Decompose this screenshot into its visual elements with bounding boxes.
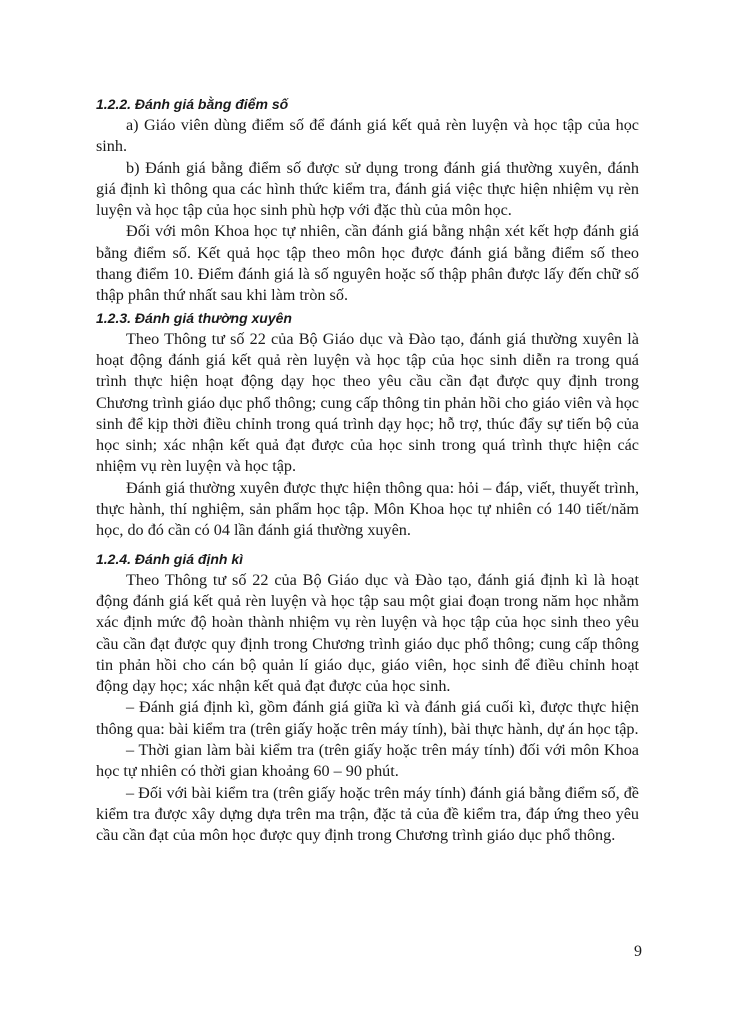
paragraph: b) Đánh giá bằng điểm số được sử dụng trong đánh giá thường xuyên, đánh giá định kì thông qua các hình thức kiểm tra, đánh giá việc thực hiện nhiệm vụ rèn luyện và học tập của học sinh phù hợp với đặc thù của môn học.: [96, 158, 639, 220]
page-content: [96, 93, 639, 847]
section-heading: 1.2.4. Đánh giá định kì: [96, 550, 244, 567]
section-1-2-3: [96, 307, 639, 542]
section-1-2-2: [96, 93, 639, 307]
paragraph: – Thời gian làm bài kiểm tra (trên giấy hoặc trên máy tính) đối với môn Khoa học tự nhiên có thời gian khoảng 60 – 90 phút.: [96, 741, 639, 781]
paragraph: a) Giáo viên dùng điểm số để đánh giá kết quả rèn luyện và học tập của học sinh.: [96, 116, 639, 156]
paragraph: – Đối với bài kiểm tra (trên giấy hoặc trên máy tính) đánh giá bằng điểm số, đề kiểm tra được xây dựng dựa trên ma trận, đặc tả của đề kiểm tra, đáp ứng theo yêu cầu cần đạt của môn học được quy định trong Chương trình giáo dục phổ thông.: [96, 783, 639, 845]
paragraph: Đánh giá thường xuyên được thực hiện thông qua: hỏi – đáp, viết, thuyết trình, thực hành, thí nghiệm, sản phẩm học tập. Môn Khoa học tự nhiên có 140 tiết/năm học, do đó cần có 04 lần đánh giá thường xuyên.: [96, 478, 639, 540]
paragraph: Theo Thông tư số 22 của Bộ Giáo dục và Đào tạo, đánh giá định kì là hoạt động đánh giá kết quả rèn luyện và học tập sau một giai đoạn trong năm học nhằm xác định mức độ hoàn thành nhiệm vụ rèn luyện và học tập của học sinh theo yêu cầu cần đạt được quy định trong Chương trình giáo dục phổ thông; cung cấp thông tin phản hồi cho cán bộ quản lí giáo dục, giáo viên, học sinh để điều chỉnh hoạt động dạy học; xác nhận kết quả đạt được của học sinh.: [96, 570, 639, 696]
section-heading: 1.2.2. Đánh giá bằng điểm số: [96, 96, 289, 112]
section-heading: 1.2.3. Đánh giá thường xuyên: [96, 309, 292, 326]
paragraph: Theo Thông tư số 22 của Bộ Giáo dục và Đào tạo, đánh giá thường xuyên là hoạt động đánh giá kết quả rèn luyện và học tập của học sinh diễn ra trong quá trình thực hiện hoạt động dạy học theo yêu cầu cần đạt được quy định trong Chương trình giáo dục phổ thông; cung cấp thông tin phản hồi cho giáo viên và học sinh để kịp thời điều chỉnh trong quá trình dạy học; hỗ trợ, thúc đẩy sự tiến bộ của học sinh; xác nhận kết quả đạt được của học sinh trong quá trình thực hiện các nhiệm vụ rèn luyện và học tập.: [96, 329, 639, 476]
page-number: 9: [634, 943, 642, 960]
section-1-2-4: [96, 548, 639, 847]
paragraph: – Đánh giá định kì, gồm đánh giá giữa kì và đánh giá cuối kì, được thực hiện thông qua: bài kiểm tra (trên giấy hoặc trên máy tính), bài thực hành, dự án học tập.: [96, 698, 639, 738]
paragraph: Đối với môn Khoa học tự nhiên, cần đánh giá bằng nhận xét kết hợp đánh giá bằng điểm số. Kết quả học tập theo môn học được đánh giá bằng điểm số theo thang điểm 10. Điểm đánh giá là số nguyên hoặc số thập phân được lấy đến chữ số thập phân thứ nhất sau khi làm tròn số.: [96, 222, 639, 305]
